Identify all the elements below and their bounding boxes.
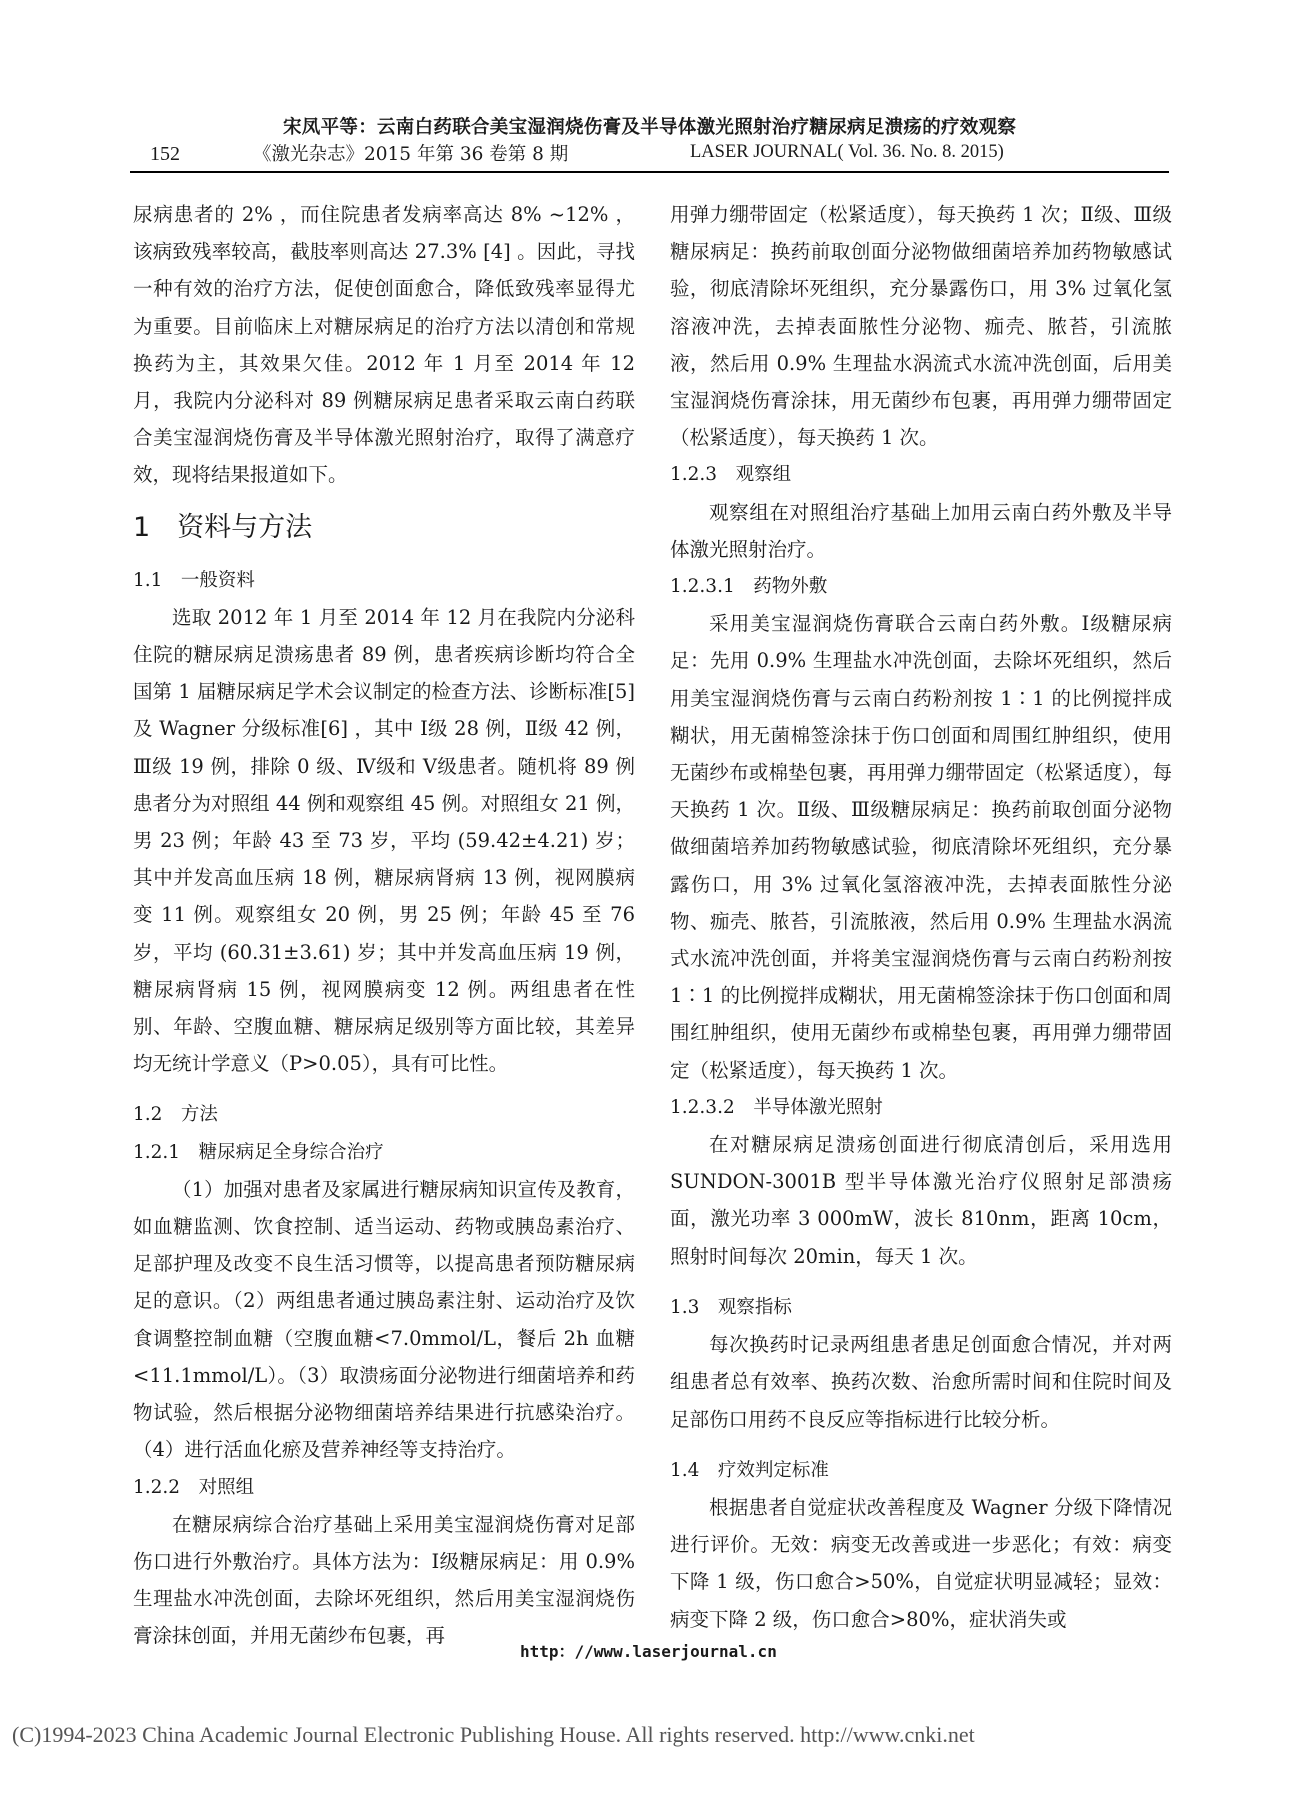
right-column <box>670 196 1172 1638</box>
running-header-title: 宋凤平等：云南白药联合美宝湿润烧伤膏及半导体激光照射治疗糖尿病足溃疡的疗效观察 <box>283 117 1017 138</box>
section-1-2-1-heading: 1.2.1 糖尿病足全身综合治疗 <box>133 1141 384 1163</box>
footer-url: http：//www.laserjournal.cn <box>520 1642 777 1661</box>
section-1-2-3-2-paragraph: 在对糖尿病足溃疡创面进行彻底清创后，采用选用 SUNDON-3001B 型半导体激光治疗仪照射足部溃疡面，激光功率 3 000mW，波长 810nm，距离 10cm，照射时间每次 20min，每天 1 次。 <box>670 1133 1172 1268</box>
section-1-1-heading: 1.1 一般资料 <box>133 569 255 591</box>
section-1-4-heading: 1.4 疗效判定标准 <box>670 1459 829 1481</box>
section-1-2-1-paragraph: （1）加强对患者及家属进行糖尿病知识宣传及教育，如血糖监测、饮食控制、适当运动、药物或胰岛素治疗、足部护理及改变不良生活习惯等，以提高患者预防糖尿病足的意识。（2）两组患者通过胰岛素注射、运动治疗及饮食调整控制血糖（空腹血糖<7.0mmol/L，餐后 2h 血糖<11.1mmol/L）。（3）取溃疡面分泌物进行细菌培养和药物试验，然后根据分泌物细菌培养结果进行抗感染治疗。（4）进行活血化瘀及营养神经等支持治疗。 <box>133 1177 635 1462</box>
section-1-2-3-heading: 1.2.3 观察组 <box>670 464 792 486</box>
section-1-2-2-continued-paragraph: 用弹力绷带固定（松紧适度），每天换药 1 次；Ⅱ级、Ⅲ级糖尿病足：换药前取创面分泌物做细菌培养加药物敏感试验，彻底清除坏死组织，充分暴露伤口，用 3% 过氧化氢溶液冲洗，去掉表面脓性分泌物、痂壳、脓苔，引流脓液，然后用 0.9% 生理盐水涡流式水流冲洗创面，后用美宝湿润烧伤膏涂抹，用无菌纱布包裹，再用弹力绷带固定（松紧适度），每天换药 1 次。 <box>670 203 1172 450</box>
section-1-2-2-heading: 1.2.2 对照组 <box>133 1476 255 1498</box>
intro-paragraph: 尿病患者的 2% ，而住院患者发病率高达 8% ~12% ，该病致残率较高，截肢率则高达 27.3% [4] 。因此，寻找一种有效的治疗方法，促使创面愈合，降低致残率显得尤为重要。目前临床上对糖尿病足的治疗方法以清创和常规换药为主，其效果欠佳。2012 年 1 月至 2014 年 12 月，我院内分泌科对 89 例糖尿病足患者采取云南白药联合美宝湿润烧伤膏及半导体激光照射治疗，取得了满意疗效，现将结果报道如下。 <box>133 203 635 487</box>
journal-name-english: LASER JOURNAL( Vol. 36. No. 8. 2015) <box>690 142 1004 162</box>
section-1-3-heading: 1.3 观察指标 <box>670 1296 792 1318</box>
section-1-2-3-2-heading: 1.2.3.2 半导体激光照射 <box>670 1096 883 1118</box>
section-1-4-paragraph: 根据患者自觉症状改善程度及 Wagner 分级下降情况进行评价。无效：病变无改善或进一步恶化；有效：病变下降 1 级，伤口愈合>50%，自觉症状明显减轻；显效：病变下降 2 级，伤口愈合>80%，症状消失或 <box>670 1495 1172 1631</box>
section-1-1-paragraph: 选取 2012 年 1 月至 2014 年 12 月在我院内分泌科住院的糖尿病足溃疡患者 89 例，患者疾病诊断均符合全国第 1 届糖尿病足学术会议制定的检查方法、诊断标准[5] 及 Wagner 分级标准[6] ，其中 Ⅰ级 28 例，Ⅱ级 42 例，Ⅲ级 19 例，排除 0 级、Ⅳ级和 Ⅴ级患者。随机将 89 例患者分为对照组 44 例和观察组 45 例。对照组女 21 例，男 23 例；年龄 43 至 73 岁，平均 (59.42±4.21) 岁；其中并发高血压病 18 例，糖尿病肾病 13 例，视网膜病变 11 例。观察组女 20 例，男 25 例；年龄 45 至 76 岁，平均 (60.31±3.61) 岁；其中并发高血压病 19 例，糖尿病肾病 15 例，视网膜病变 12 例。两组患者在性别、年龄、空腹血糖、糖尿病足级别等方面比较，其差异均无统计学意义（P>0.05），具有可比性。 <box>133 605 635 1076</box>
section-1-2-2-paragraph: 在糖尿病综合治疗基础上采用美宝湿润烧伤膏对足部伤口进行外敷治疗。具体方法为：Ⅰ级糖尿病足：用 0.9% 生理盐水冲洗创面，去除坏死组织，然后用美宝湿润烧伤膏涂抹创面，并用无菌纱布包裹，再 <box>133 1512 635 1648</box>
section-1-2-3-1-heading: 1.2.3.1 药物外敷 <box>670 576 828 598</box>
journal-name-chinese: 《激光杂志》2015 年第 36 卷第 8 期 <box>253 144 569 165</box>
section-1-heading: 1 资料与方法 <box>133 511 313 543</box>
page-number: 152 <box>150 143 180 165</box>
section-1-2-3-paragraph: 观察组在对照组治疗基础上加用云南白药外敷及半导体激光照射治疗。 <box>670 500 1172 561</box>
section-1-3-paragraph: 每次换药时记录两组患者患足创面愈合情况，并对两组患者总有效率、换药次数、治愈所需时间和住院时间及足部伤口用药不良反应等指标进行比较分析。 <box>670 1333 1172 1431</box>
copyright-notice: (C)1994-2023 China Academic Journal Electronic Publishing House. All rights reserved. http://www.cnki.net <box>12 1722 975 1747</box>
left-column <box>133 196 635 1655</box>
section-1-2-heading: 1.2 方法 <box>133 1104 218 1126</box>
section-1-2-3-1-paragraph: 采用美宝湿润烧伤膏联合云南白药外敷。Ⅰ级糖尿病足：先用 0.9% 生理盐水冲洗创面，去除坏死组织，然后用美宝湿润烧伤膏与云南白药粉剂按 1∶1 的比例搅拌成糊状，用无菌棉签涂抹于伤口创面和周围红肿组织，使用无菌纱布或棉垫包裹，再用弹力绷带固定（松紧适度），每天换药 1 次。Ⅱ级、Ⅲ级糖尿病足：换药前取创面分泌物做细菌培养加药物敏感试验，彻底清除坏死组织，充分暴露伤口，用 3% 过氧化氢溶液冲洗，去掉表面脓性分泌物、痂壳、脓苔，引流脓液，然后用 0.9% 生理盐水涡流式水流冲洗创面，并将美宝湿润烧伤膏与云南白药粉剂按 1∶1 的比例搅拌成糊状，用无菌棉签涂抹于伤口创面和周围红肿组织，使用无菌纱布或棉垫包裹，再用弹力绷带固定（松紧适度），每天换药 1 次。 <box>670 612 1172 1082</box>
header-rule <box>130 171 1169 173</box>
